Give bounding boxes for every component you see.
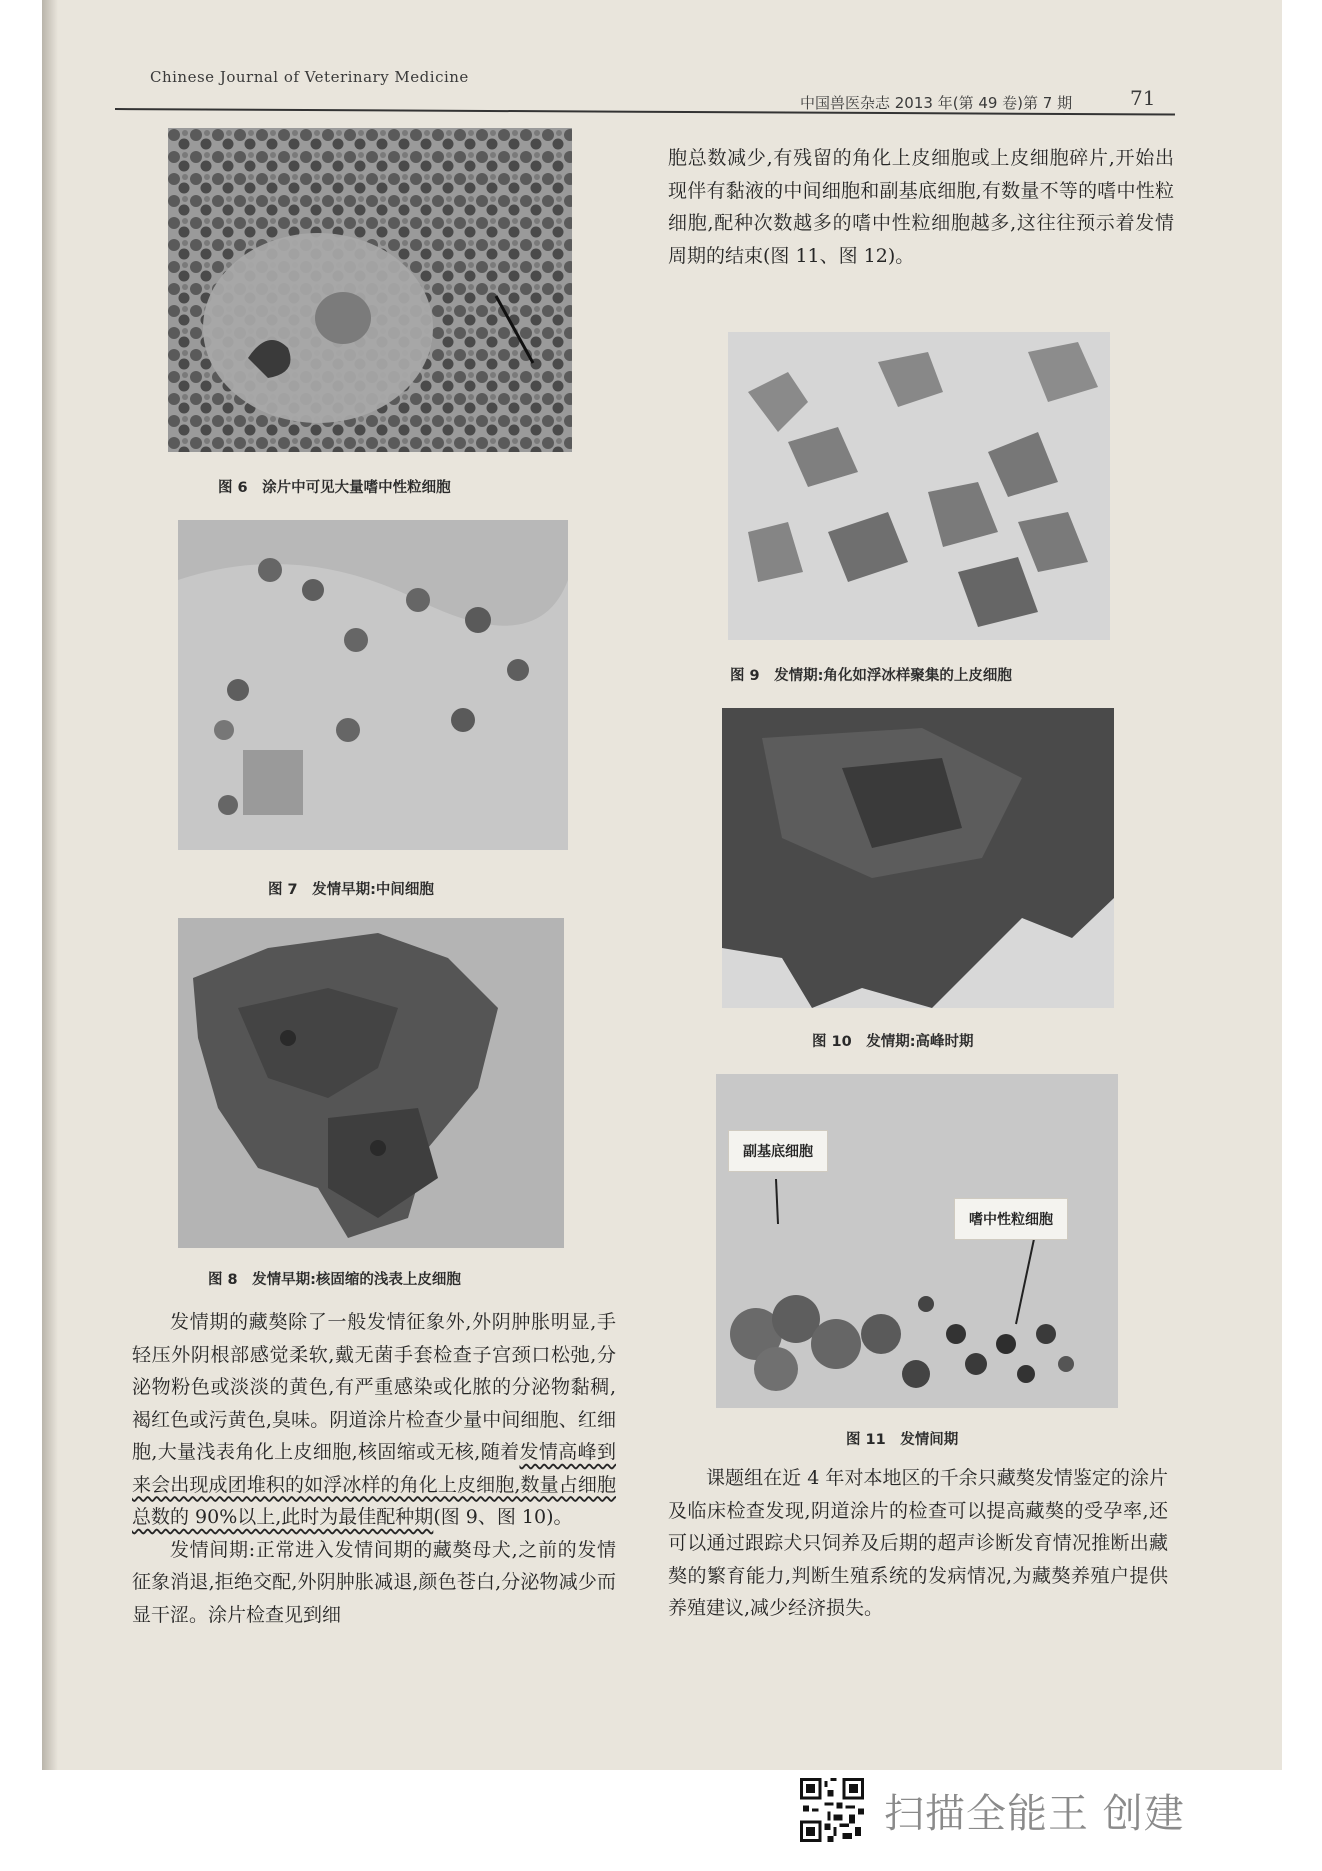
figure-11-image: [716, 1074, 1118, 1408]
fig11-label-neutrophil: 嗜中性粒细胞: [954, 1198, 1068, 1240]
figure-6-caption: 图 6 涂片中可见大量嗜中性粒细胞: [218, 480, 451, 496]
figure-10-caption: 图 10 发情期:高峰时期: [812, 1034, 974, 1050]
right-top-text: 胞总数减少,有残留的角化上皮细胞或上皮细胞碎片,开始出现伴有黏液的中间细胞和副基底细胞,有数量不等的嗜中性粒细胞,配种次数越多的嗜中性粒细胞越多,这往往预示着发情周期的结束(图 11、图 12)。: [668, 147, 1174, 267]
figure-7-caption: 图 7 发情早期:中间细胞: [268, 882, 434, 898]
scanner-text: 扫描全能王 创建: [884, 1791, 1185, 1837]
figure-10-image: [722, 708, 1114, 1008]
figure-6-image: [168, 128, 572, 452]
figure-9-image: [728, 332, 1110, 640]
figure-8-caption: 图 8 发情早期:核固缩的浅表上皮细胞: [208, 1272, 461, 1288]
figure-9-caption: 图 9 发情期:角化如浮冰样聚集的上皮细胞: [730, 668, 1012, 684]
figure-8-image: [178, 918, 564, 1248]
page-number: 71: [1130, 86, 1156, 110]
qr-code-icon: [800, 1778, 864, 1842]
right-bottom-text: 课题组在近 4 年对本地区的千余只藏獒发情鉴定的涂片及临床检查发现,阴道涂片的检查可以提高藏獒的受孕率,还可以通过跟踪犬只饲养及后期的超声诊断发育情况推断出藏獒的繁育能力,判断生殖系统的发病情况,为藏獒养殖户提供养殖建议,减少经济损失。: [668, 1467, 1168, 1619]
underlined-passage: 发情高峰到来会出现成团堆积的如浮冰样的角化上皮细胞,数量占细胞总数的 90%以上,此时为最佳配种期: [132, 1441, 616, 1528]
journal-title-en: Chinese Journal of Veterinary Medicine: [150, 68, 469, 86]
paragraph-diestrus: 发情间期:正常进入发情间期的藏獒母犬,之前的发情征象消退,拒绝交配,外阴肿胀减退,颜色苍白,分泌物减少而显干涩。涂片检查见到细: [132, 1538, 616, 1626]
page-edge-shadow: [42, 0, 58, 1770]
figure-11-caption: 图 11 发情间期: [846, 1432, 959, 1448]
fig11-label-parabasal: 副基底细胞: [728, 1130, 828, 1172]
paragraph-estrus: 发情期的藏獒除了一般发情征象外,外阴肿胀明显,手轻压外阴根部感觉柔软,戴无菌手套检查子宫颈口松弛,分泌物粉色或淡淡的黄色,有严重感染或化脓的分泌物黏稠,褐红色或污黄色,臭味。阴道涂片检查少量中间细胞、红细胞,大量浅表角化上皮细胞,核固缩或无核,随着发情高峰到来会出现成团堆积的如浮冰样的角化上皮细胞,数量占细胞总数的 90%以上,此时为最佳配种期(图 9、图 10)。: [132, 1311, 616, 1528]
journal-issue-cn: 中国兽医杂志 2013 年(第 49 卷)第 7 期: [800, 94, 1073, 112]
figure-7-image: [178, 520, 568, 850]
left-body-text: [132, 1306, 616, 1631]
